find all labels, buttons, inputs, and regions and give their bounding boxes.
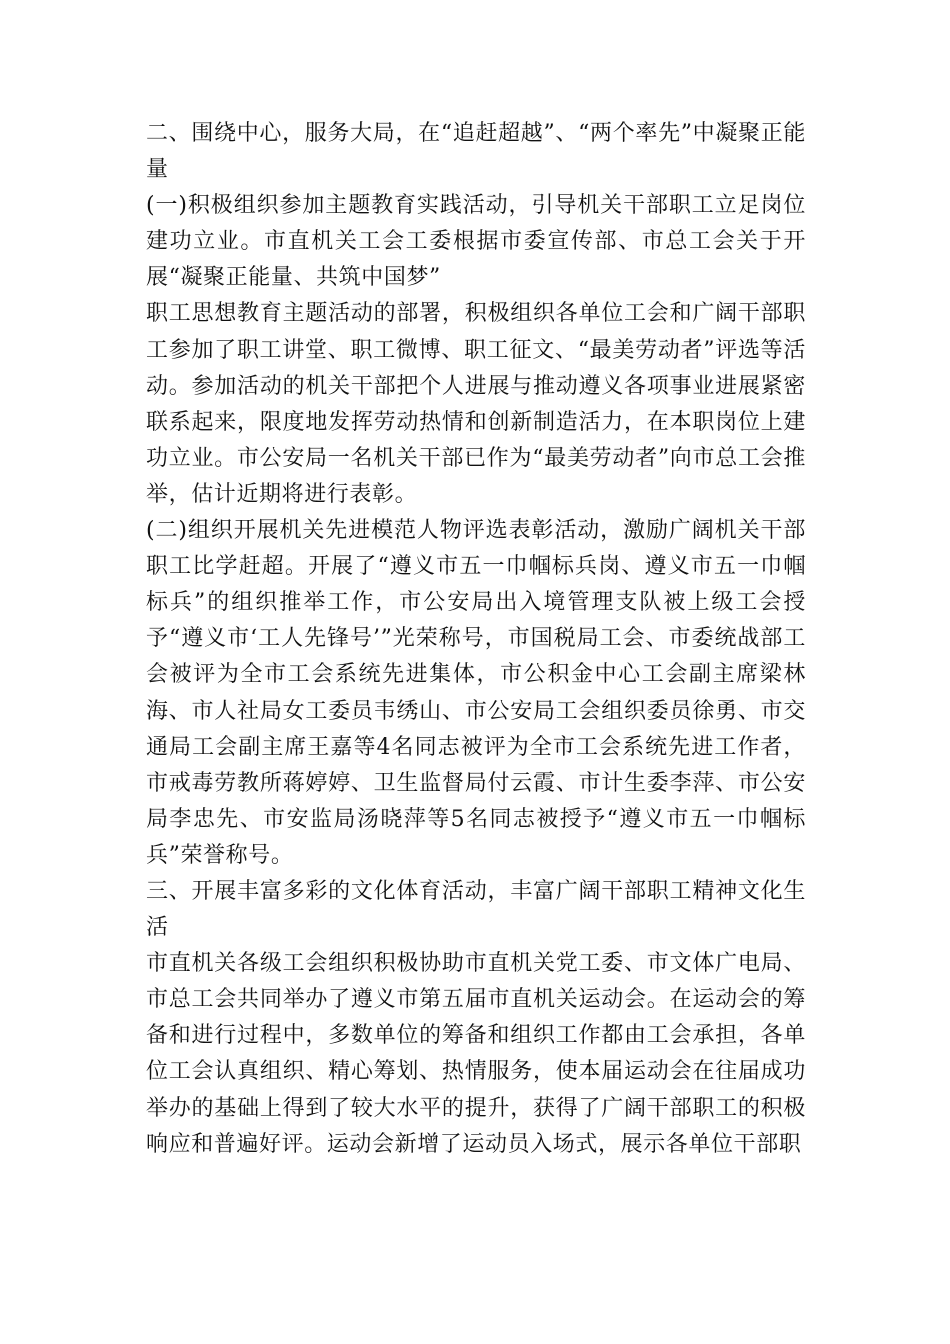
document-body [146,116,806,1163]
paragraph-item-2: (二)组织开展机关先进模范人物评选表彰活动，激励广阔机关干部职工比学赶超。开展了“遵义市五一巾帼标兵岗、遵义市五一巾帼标兵”的组织推举工作，市公安局出入境管理支队被上级工会授予“遵义市‘工人先锋号’”光荣称号，市国税局工会、市委统战部工会被评为全市工会系统先进集体，市公积金中心工会副主席梁林海、市人社局女工委员韦绣山、市公安局工会组织委员徐勇、市交通局工会副主席王嘉等4名同志被评为全市工会系统先进工作者，市戒毒劳教所蒋婷婷、卫生监督局付云霞、市计生委李萍、市公安局李忠先、市安监局汤晓萍等5名同志被授予“遵义市五一巾帼标兵”荣誉称号。 [146,518,806,868]
paragraph-body: 职工思想教育主题活动的部署，积极组织各单位工会和广阔干部职工参加了职工讲堂、职工微博、职工征文、“最美劳动者”评选等活动。参加活动的机关干部把个人进展与推动遵义各项事业进展紧密联系起来，限度地发挥劳动热情和创新制造活力，在本职岗位上建功立业。市公安局一名机关干部已作为“最美劳动者”向市总工会推举，估计近期将进行表彰。 [146,301,806,507]
paragraph-item-1: (一)积极组织参加主题教育实践活动，引导机关干部职工立足岗位建功立业。市直机关工会工委根据市委宣传部、市总工会关于开展“凝聚正能量、共筑中国梦” [146,193,806,291]
section-heading-2: 二、围绕中心，服务大局，在“追赶超越”、“两个率先”中凝聚正能量 [146,121,806,183]
paragraph-body: 市直机关各级工会组织积极协助市直机关党工委、市文体广电局、市总工会共同举办了遵义市第五届市直机关运动会。在运动会的筹备和进行过程中，多数单位的筹备和组织工作都由工会承担，各单位工会认真组织、精心筹划、热情服务，使本届运动会在往届成功举办的基础上得到了较大水平的提升，获得了广阔干部职工的积极响应和普遍好评。运动会新增了运动员入场式，展示各单位干部职 [146,951,806,1157]
section-heading-3: 三、开展丰富多彩的文化体育活动，丰富广阔干部职工精神文化生活 [146,878,806,941]
